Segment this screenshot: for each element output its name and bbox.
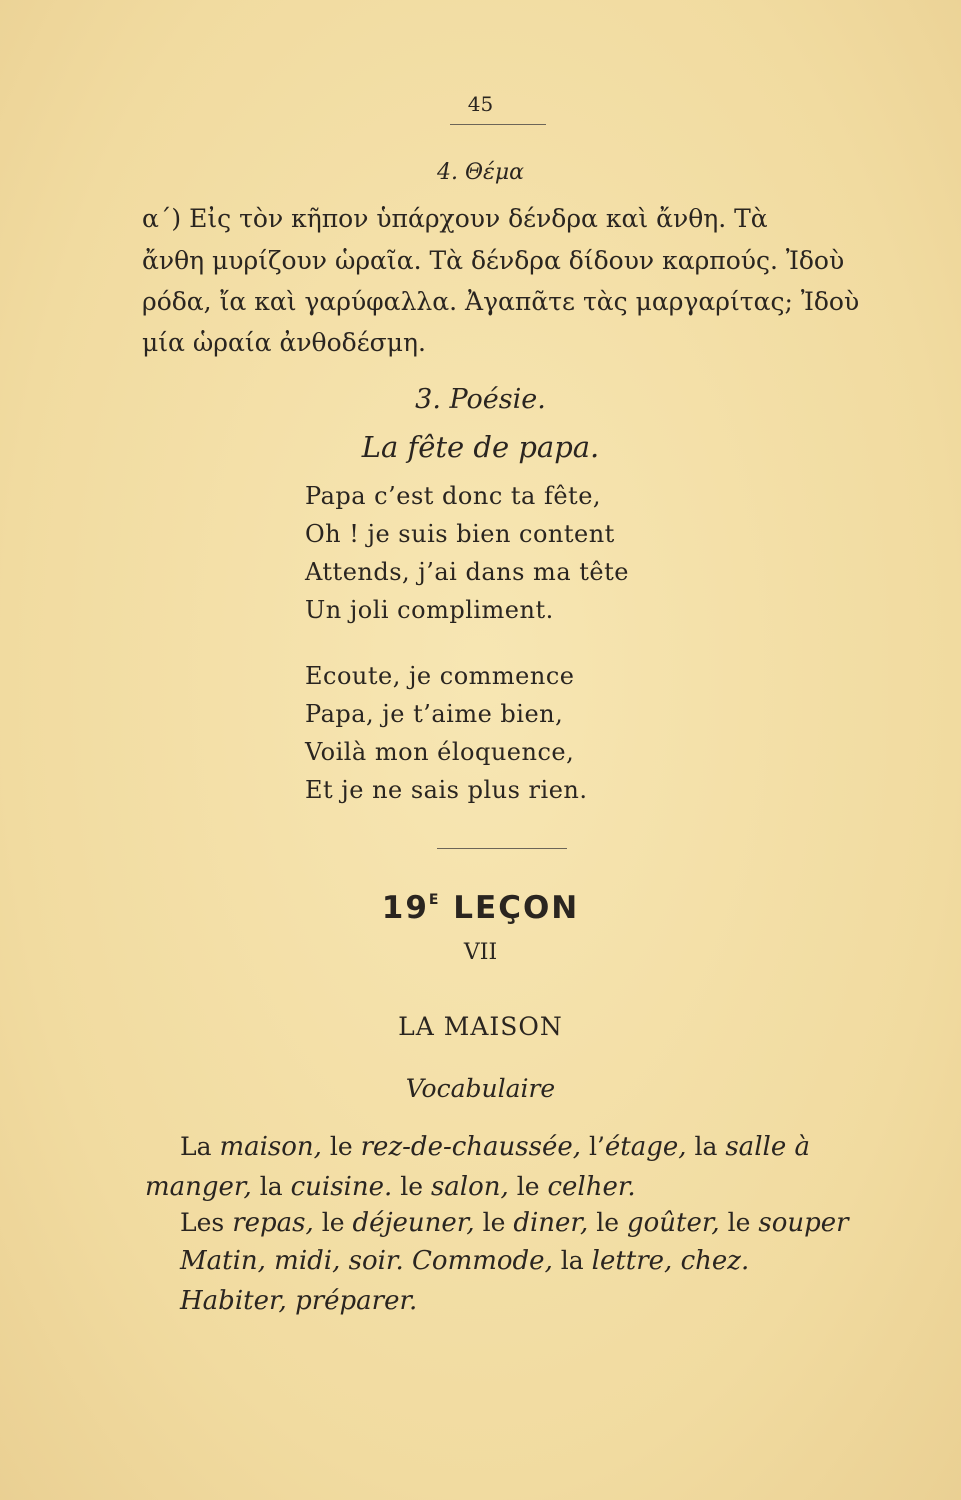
vocab-word: goûter, <box>626 1208 720 1238</box>
lesson-word: LEÇON <box>453 890 580 926</box>
vocab-word: salle à <box>725 1132 810 1162</box>
vocab-article: Les <box>180 1208 233 1237</box>
vocab-word: Matin, midi, soir. Commode, <box>180 1246 553 1276</box>
lesson-roman-numeral: VII <box>463 940 498 965</box>
lesson-subject: LA MAISON <box>398 1012 563 1041</box>
vocab-article: le <box>392 1172 431 1201</box>
vocab-article: le <box>321 1132 361 1161</box>
poem-verse: Papa c’est donc ta fête, <box>305 482 602 510</box>
vocab-word: salon, <box>430 1172 509 1202</box>
poem-verse: Voilà mon éloquence, <box>305 738 575 766</box>
theme-line: α΄) Εἰς τὸν κῆπον ὑπάρχουν δένδρα καὶ ἄνθη. Τὰ <box>142 204 768 233</box>
vocab-word: étage, <box>604 1132 687 1162</box>
header-rule <box>450 124 546 125</box>
vocab-word: cuisine. <box>290 1172 393 1202</box>
vocab-article: la <box>552 1246 592 1275</box>
vocab-word: souper <box>758 1208 849 1238</box>
vocab-article: le <box>313 1208 353 1237</box>
vocab-line <box>145 1172 636 1202</box>
vocab-article: La <box>180 1132 220 1161</box>
vocab-word: celher. <box>547 1172 636 1202</box>
poem-title: La fête de papa. <box>361 430 600 464</box>
poem-verse: Papa, je t’aime bien, <box>305 700 564 728</box>
vocab-line <box>180 1132 810 1162</box>
theme-line: ἄνθη μυρίζουν ὡραῖα. Τὰ δένδρα δίδουν καρπούς. Ἰδοὺ <box>142 246 845 275</box>
theme-line: ρόδα, ἴα καὶ γαρύφαλλα. Ἀγαπᾶτε τὰς μαργαρίτας; Ἰδοὺ <box>142 287 860 316</box>
vocab-line <box>180 1208 849 1238</box>
vocab-word: lettre, chez. <box>591 1246 750 1276</box>
lesson-number-suffix: E <box>428 892 441 908</box>
vocabulary-title: Vocabulaire <box>405 1074 556 1103</box>
poesie-heading: 3. Poésie. <box>415 384 546 415</box>
vocab-word: diner, <box>513 1208 589 1238</box>
vocab-word: maison, <box>219 1132 322 1162</box>
vocab-line <box>180 1286 417 1316</box>
lesson-number: 19 <box>381 890 429 926</box>
theme-line: μία ὡραία ἀνθοδέσμη. <box>142 328 426 357</box>
vocab-article: l’ <box>581 1132 605 1161</box>
poem-verse: Ecoute, je commence <box>305 662 575 690</box>
theme-title: 4. Θέμα <box>437 160 524 185</box>
lesson-heading <box>0 890 961 926</box>
vocab-article: le <box>588 1208 627 1237</box>
vocab-line <box>180 1246 749 1276</box>
vocab-article: le <box>508 1172 548 1201</box>
poem-verse: Oh ! je suis bien content <box>305 520 615 548</box>
vocab-article: le <box>474 1208 514 1237</box>
vocab-article: la <box>251 1172 291 1201</box>
section-rule <box>437 848 567 849</box>
poem-verse: Attends, j’ai dans ma tête <box>305 558 629 586</box>
vocab-article: la <box>686 1132 726 1161</box>
poem-verse: Un joli compliment. <box>305 596 554 624</box>
vocab-article: le <box>719 1208 759 1237</box>
vocab-word: manger, <box>145 1172 252 1202</box>
page-number: 45 <box>467 92 494 116</box>
vocab-word: repas, <box>232 1208 314 1238</box>
vocab-word: déjeuner, <box>352 1208 475 1238</box>
vocab-word: rez-de-chaussée, <box>360 1132 582 1162</box>
poem-verse: Et je ne sais plus rien. <box>305 776 588 804</box>
vocab-word: Habiter, préparer. <box>180 1286 418 1316</box>
